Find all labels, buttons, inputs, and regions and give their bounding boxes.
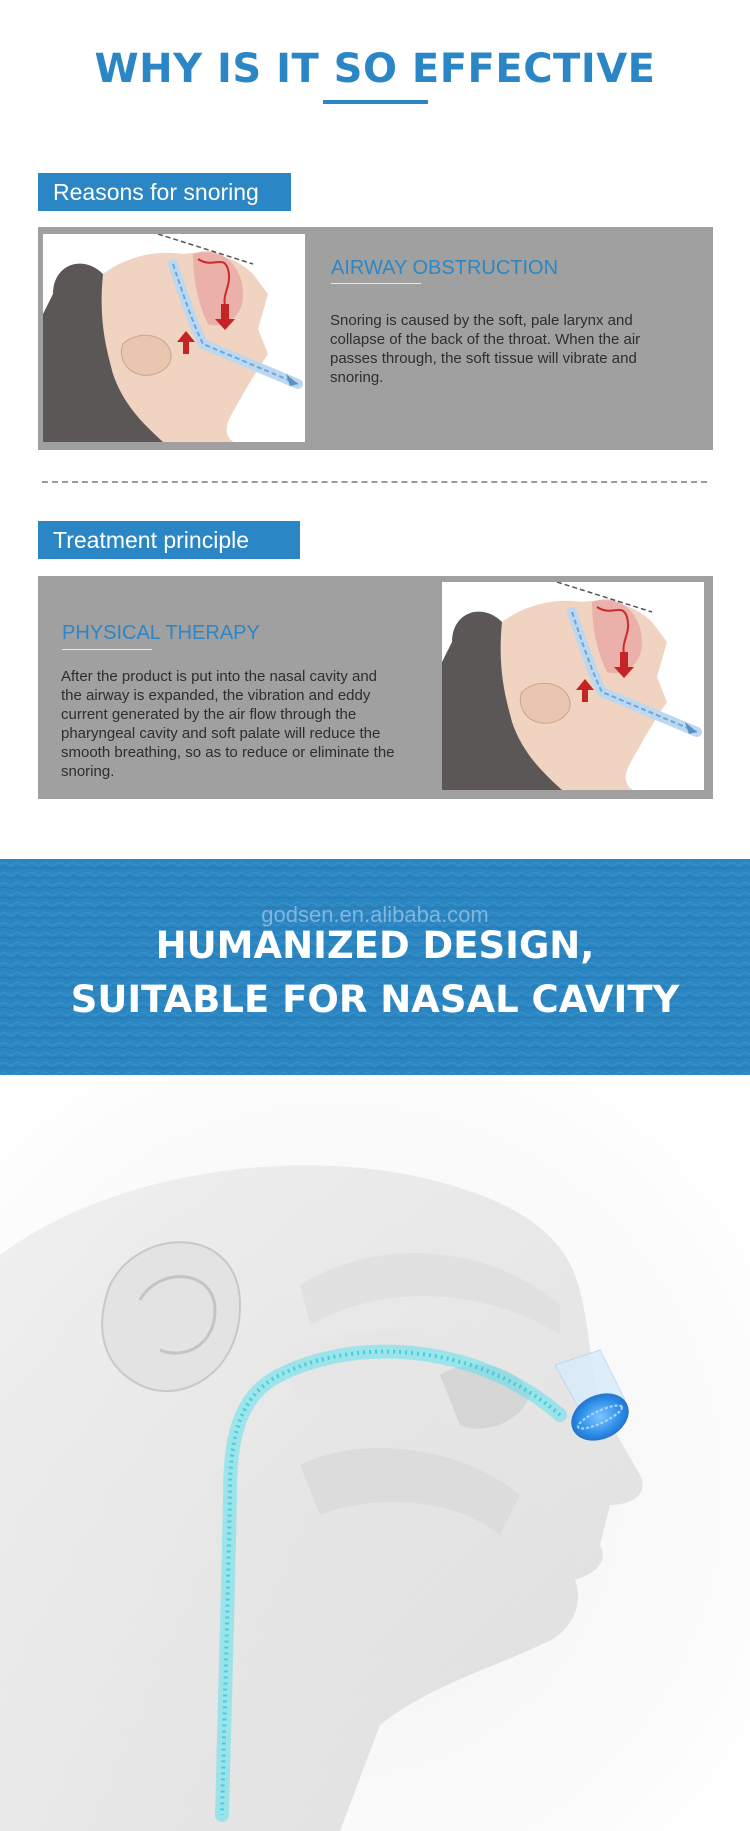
heading-underline [62, 649, 152, 650]
title-underline [323, 100, 428, 104]
banner-headline-line2: SUITABLE FOR NASAL CAVITY [70, 978, 680, 1021]
humanized-design-banner [0, 859, 750, 1075]
head-profile-icon [442, 582, 704, 790]
nasal-cavity-illustration [0, 1075, 750, 1831]
banner-headline-line1: HUMANIZED DESIGN, [155, 924, 595, 967]
fabric-texture [0, 859, 750, 1075]
watermark: godsen.en.alibaba.com [261, 902, 489, 927]
section-label-treatment: Treatment principle [38, 521, 300, 559]
section-label-reasons: Reasons for snoring [38, 173, 291, 211]
panel-airway-obstruction [38, 227, 713, 450]
snoring-airway-illustration [43, 234, 305, 442]
page-title: WHY IS IT SO EFFECTIVE [94, 46, 656, 92]
body-text-physical-therapy: After the product is put into the nasal cavity and the airway is expanded, the vibration and eddy current generated by the air flow through the pharyngeal cavity and soft palate will reduce the smooth breathing, so as to reduce or eliminate the snoring. [61, 668, 395, 780]
head-profile-icon [43, 234, 305, 442]
panel-physical-therapy [38, 576, 713, 799]
body-text-airway-obstruction: Snoring is caused by the soft, pale larynx and collapse of the back of the throat. When the air passes through, the soft tissue will vibrate and snoring. [330, 312, 641, 386]
heading-physical-therapy: PHYSICAL THERAPY [62, 622, 260, 644]
heading-underline [331, 283, 421, 284]
treatment-airway-illustration [442, 582, 704, 790]
heading-airway-obstruction: AIRWAY OBSTRUCTION [331, 257, 559, 279]
dashed-divider [42, 481, 707, 483]
